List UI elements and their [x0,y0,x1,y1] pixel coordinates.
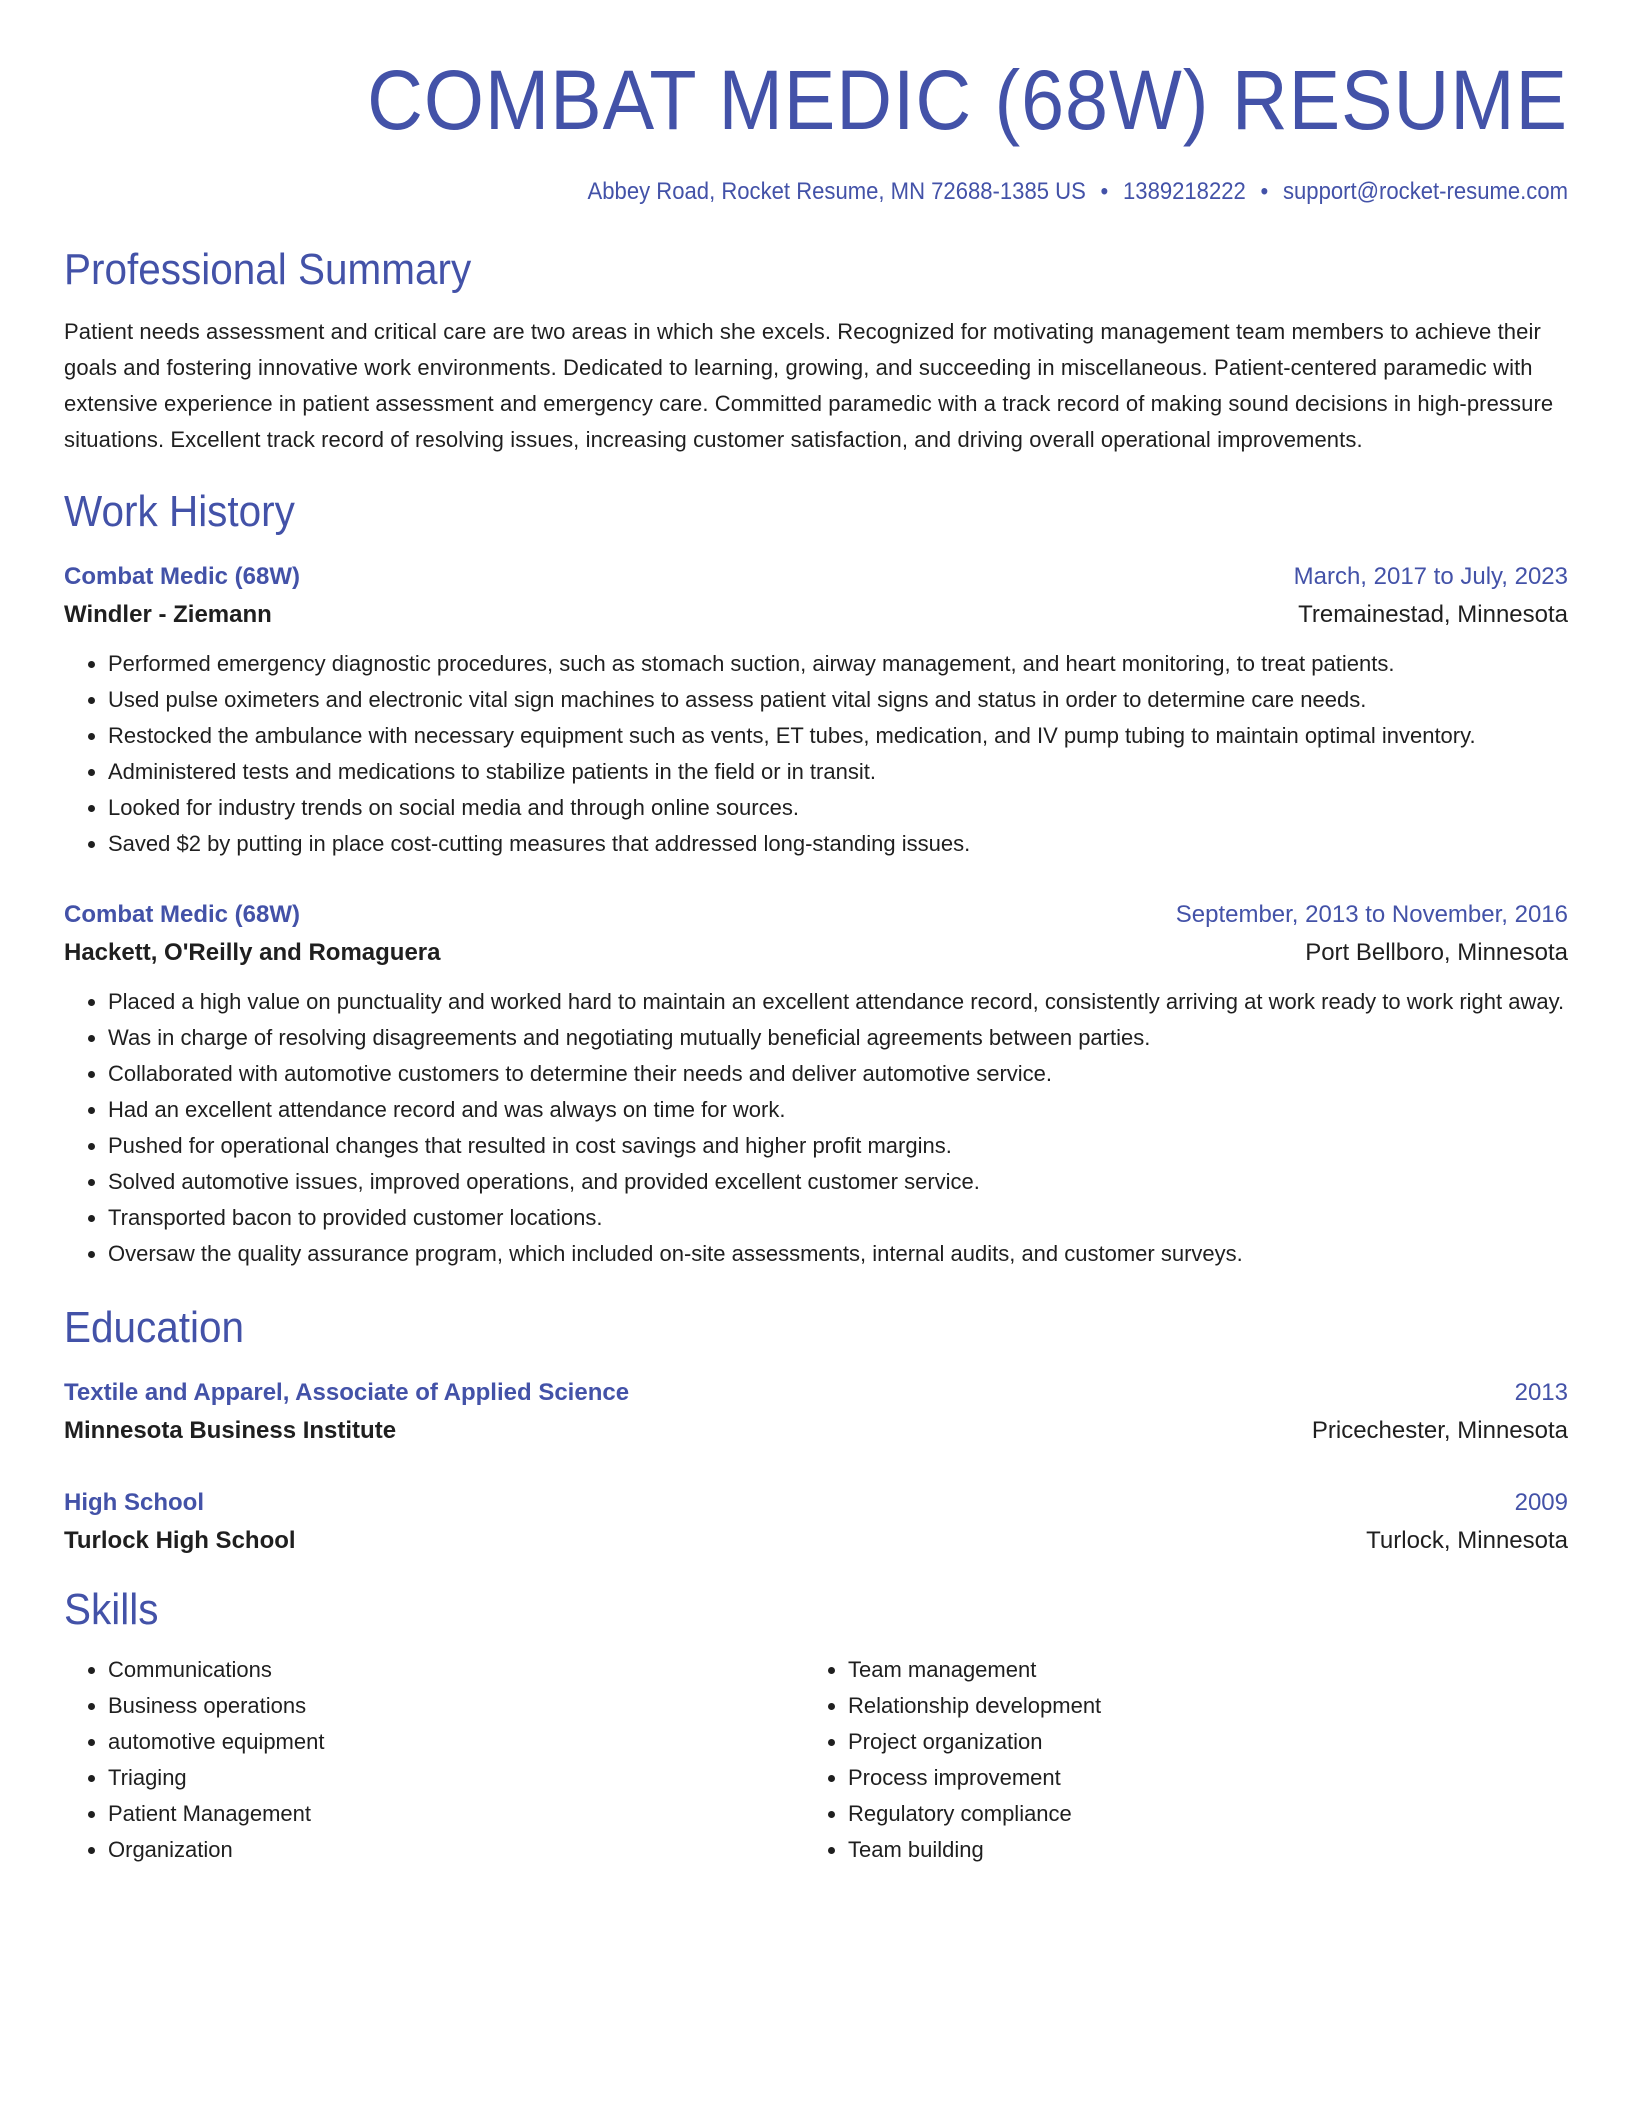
work-history-heading: Work History [64,487,295,536]
skills-columns [64,1652,1568,1868]
skill-item: • Business operations [108,1688,804,1724]
education-heading: Education [64,1303,245,1352]
skill-item: • automotive equipment [108,1724,804,1760]
job-header-row [64,896,1568,934]
job-location: Port Bellboro, Minnesota [1305,939,1568,966]
job-bullet: • Used pulse oximeters and electronic vital sign machines to assess patient vital signs and status in order to determine care needs. [108,682,1568,718]
contact-line [184,176,1568,208]
contact-phone[interactable]: 1389218222 [1123,178,1246,205]
job-location: Tremainestad, Minnesota [1298,601,1568,628]
education-entry [64,1374,1568,1450]
job-bullet: • Oversaw the quality assurance program, which included on-site assessments, internal audits, and customer surveys. [108,1236,1568,1272]
job-entry [64,558,1568,862]
summary-section [64,244,1568,458]
education-section [64,1302,1568,1560]
job-bullet: • Placed a high value on punctuality and worked hard to maintain an excellent attendance record, consistently arriving at work ready to work right away. [108,984,1568,1020]
job-company: Windler - Ziemann [64,601,272,628]
education-location: Turlock, Minnesota [1366,1527,1568,1554]
resume-header [64,52,1568,208]
job-company-row [64,596,1568,634]
education-degree: High School [64,1489,204,1516]
job-company-row [64,934,1568,972]
skill-item: • Organization [108,1832,804,1868]
education-degree-row [64,1374,1568,1412]
education-year: 2013 [1514,1379,1568,1406]
job-bullet: • Administered tests and medications to stabilize patients in the field or in transit. [108,754,1568,790]
skill-item: • Process improvement [848,1760,1544,1796]
skill-item: • Team management [848,1652,1544,1688]
job-bullet: • Performed emergency diagnostic procedures, such as stomach suction, airway management, and heart monitoring, to treat patients. [108,646,1568,682]
job-bullet: • Was in charge of resolving disagreements and negotiating mutually beneficial agreements between parties. [108,1020,1568,1056]
education-school: Turlock High School [64,1527,296,1554]
skill-item: • Communications [108,1652,804,1688]
job-bullet: • Solved automotive issues, improved operations, and provided excellent customer service. [108,1164,1568,1200]
contact-separator: • [1260,178,1269,205]
resume-title: COMBAT MEDIC (68W) RESUME [367,53,1568,147]
contact-separator: • [1100,178,1109,205]
job-dates: March, 2017 to July, 2023 [1293,563,1568,590]
skill-item: • Project organization [848,1724,1544,1760]
skills-section [64,1584,1568,1868]
skills-heading: Skills [64,1585,159,1634]
job-bullets [64,984,1568,1272]
skills-list-right [804,1652,1544,1868]
summary-text: Patient needs assessment and critical care are two areas in which she excels. Recognized for motivating management team members to achieve their goals and fostering innovative work environments. Dedicated to learning, growing, and succeeding in miscellaneous. Patient-centered paramedic with extensive experience in patient assessment and emergency care. Committed paramedic with a track record of making sound decisions in high-pressure situations. Excellent track record of resolving issues, increasing customer satisfaction, and driving overall operational improvements. [64,319,1554,452]
job-bullet: • Had an excellent attendance record and was always on time for work. [108,1092,1568,1128]
summary-heading: Professional Summary [64,245,472,294]
job-bullet: • Pushed for operational changes that resulted in cost savings and higher profit margins. [108,1128,1568,1164]
contact-address: Abbey Road, Rocket Resume, MN 72688-1385 US [587,178,1086,205]
education-school: Minnesota Business Institute [64,1417,397,1444]
job-bullet: • Collaborated with automotive customers to determine their needs and deliver automotive service. [108,1056,1568,1092]
job-header-row [64,558,1568,596]
job-dates: September, 2013 to November, 2016 [1175,901,1568,928]
education-year: 2009 [1514,1489,1568,1516]
contact-email[interactable]: support@rocket-resume.com [1282,178,1568,205]
job-bullet: • Transported bacon to provided customer locations. [108,1200,1568,1236]
work-history-section [64,486,1568,1272]
education-school-row [64,1412,1568,1450]
skill-item: • Relationship development [848,1688,1544,1724]
education-degree-row [64,1484,1568,1522]
job-bullet: • Restocked the ambulance with necessary equipment such as vents, ET tubes, medication, and IV pump tubing to maintain optimal inventory. [108,718,1568,754]
skill-item: • Patient Management [108,1796,804,1832]
job-title: Combat Medic (68W) [64,563,301,590]
education-degree: Textile and Apparel, Associate of Applied Science [64,1379,630,1406]
job-bullet: • Looked for industry trends on social media and through online sources. [108,790,1568,826]
skill-item: • Regulatory compliance [848,1796,1544,1832]
job-entry [64,896,1568,1272]
education-school-row [64,1522,1568,1560]
job-bullet: • Saved $2 by putting in place cost-cutting measures that addressed long-standing issues. [108,826,1568,862]
skills-list-left [64,1652,804,1868]
education-entry [64,1484,1568,1560]
education-location: Pricechester, Minnesota [1311,1417,1568,1444]
skill-item: • Triaging [108,1760,804,1796]
job-title: Combat Medic (68W) [64,901,301,928]
job-company: Hackett, O'Reilly and Romaguera [64,939,441,966]
job-bullets [64,646,1568,862]
skill-item: • Team building [848,1832,1544,1868]
